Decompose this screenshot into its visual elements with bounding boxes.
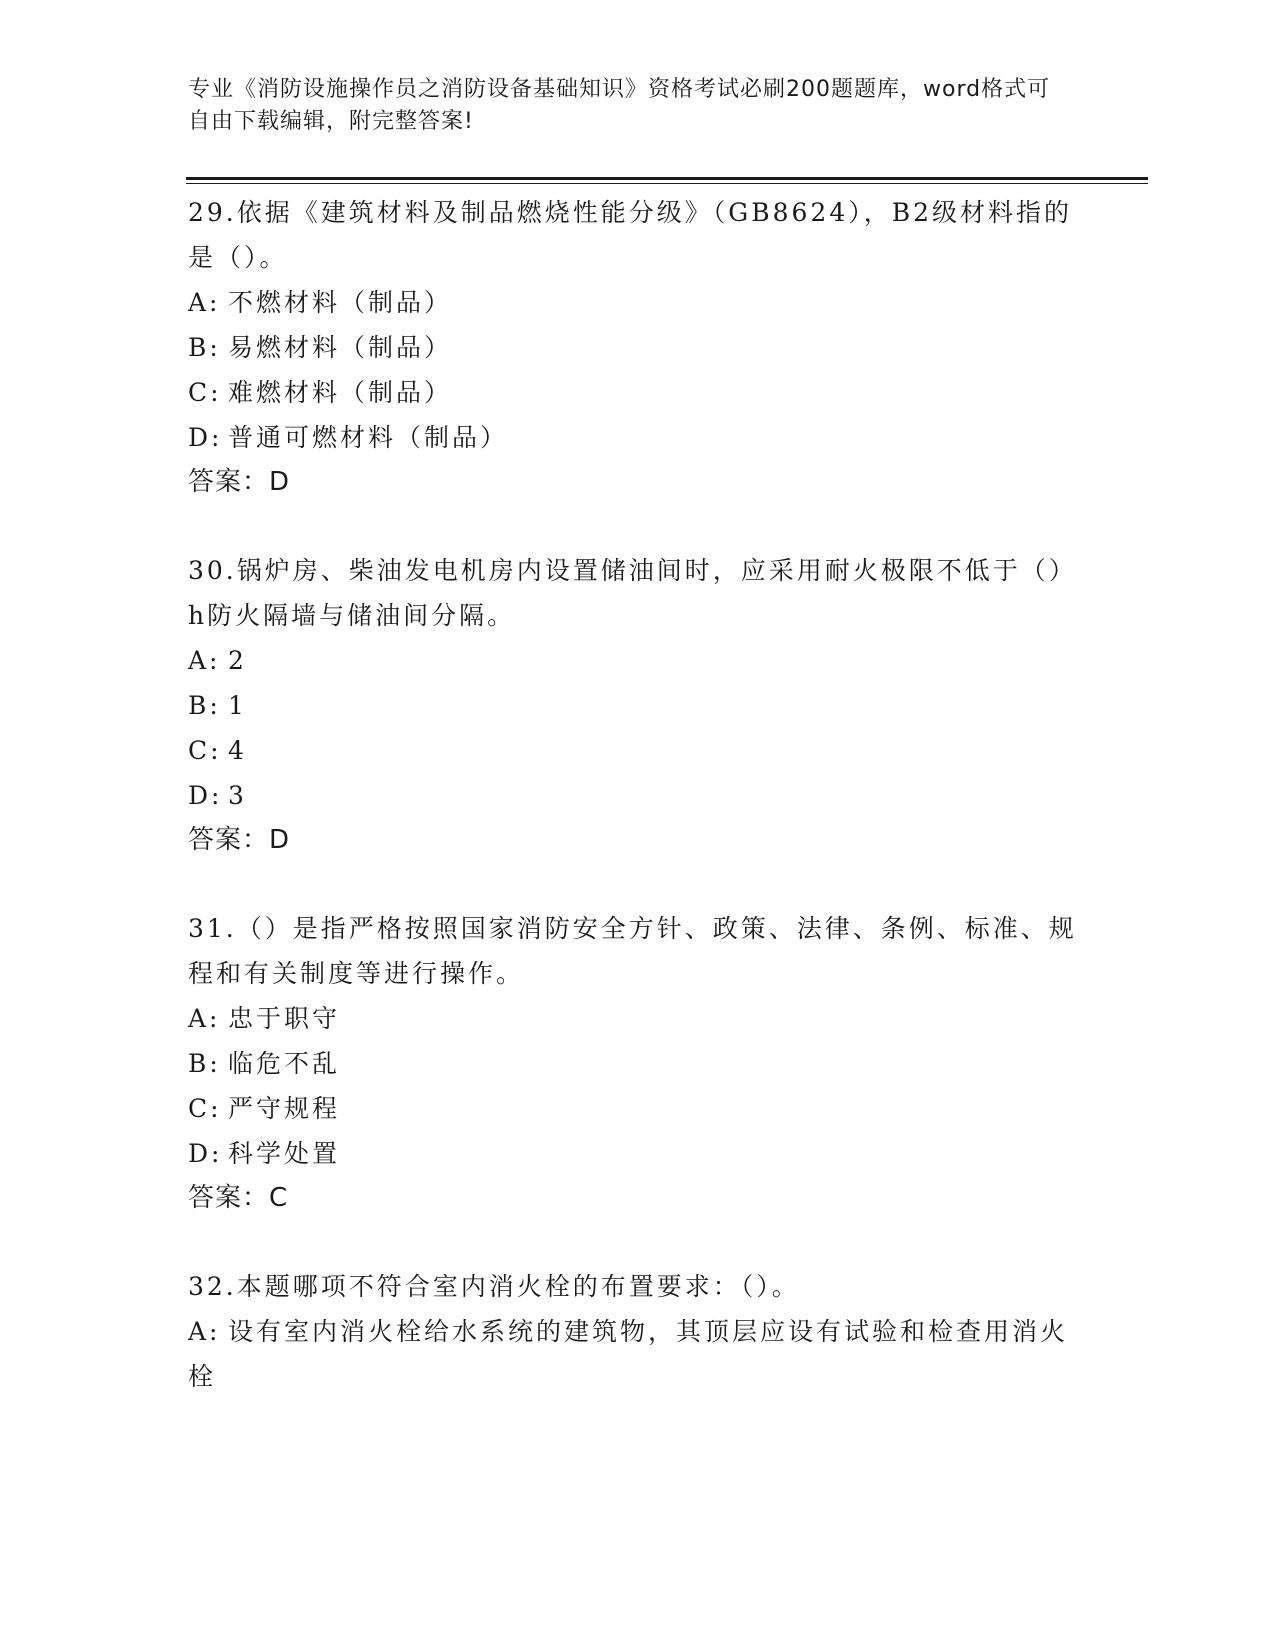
header-divider-thick: [186, 177, 1148, 180]
option-text: 不燃材料（制品）: [228, 288, 453, 317]
option-key: D:: [188, 1139, 223, 1168]
option-text: 易燃材料（制品）: [228, 333, 453, 362]
option-key: C:: [188, 1094, 222, 1123]
option-c: [188, 728, 1088, 773]
option-key: C:: [188, 378, 222, 407]
question-31: [188, 906, 1088, 1221]
header-divider-thin: [186, 183, 1148, 184]
option-text: 2: [228, 646, 247, 675]
question-30: [188, 548, 1088, 863]
option-c: [188, 1086, 1088, 1131]
option-key: D:: [188, 423, 223, 452]
option-d: [188, 415, 1088, 460]
option-text: 临危不乱: [228, 1049, 341, 1078]
option-text: 设有室内消火栓给水系统的建筑物，其顶层应设有试验和检查用消火栓: [188, 1317, 1069, 1391]
question-list: [188, 190, 1088, 1442]
option-text: 普通可燃材料（制品）: [228, 423, 509, 452]
option-a: [188, 280, 1088, 325]
option-a: [188, 1309, 1088, 1399]
option-text: 难燃材料（制品）: [228, 378, 453, 407]
option-a: [188, 638, 1088, 683]
question-32: [188, 1264, 1088, 1399]
option-key: A:: [188, 288, 221, 317]
option-d: [188, 1131, 1088, 1176]
option-text: 1: [228, 691, 247, 720]
question-stem: 31.（）是指严格按照国家消防安全方针、政策、法律、条例、标准、规程和有关制度等进行操作。: [188, 914, 1077, 988]
option-text: 4: [228, 736, 247, 765]
option-key: B:: [188, 333, 221, 362]
question-29: [188, 190, 1088, 505]
document-header: 专业《消防设施操作员之消防设备基础知识》资格考试必刷200题题库，word格式可自由下载编辑，附完整答案!: [188, 77, 1051, 134]
option-text: 忠于职守: [228, 1004, 341, 1033]
option-text: 严守规程: [228, 1094, 341, 1123]
option-c: [188, 370, 1088, 415]
option-a: [188, 996, 1088, 1041]
option-key: D:: [188, 781, 223, 810]
option-key: B:: [188, 691, 221, 720]
option-text: 科学处置: [228, 1139, 341, 1168]
option-key: C:: [188, 736, 222, 765]
option-key: B:: [188, 1049, 221, 1078]
option-b: [188, 1041, 1088, 1086]
option-b: [188, 325, 1088, 370]
option-d: [188, 773, 1088, 818]
answer-line: 答案：D: [188, 467, 291, 497]
question-stem: 29.依据《建筑材料及制品燃烧性能分级》（GB8624），B2级材料指的是（）。: [188, 198, 1073, 272]
option-b: [188, 683, 1088, 728]
option-key: A:: [188, 646, 221, 675]
option-key: A:: [188, 1317, 221, 1346]
answer-line: 答案：C: [188, 1183, 289, 1213]
option-key: A:: [188, 1004, 221, 1033]
answer-line: 答案：D: [188, 825, 291, 855]
option-text: 3: [228, 781, 247, 810]
question-stem: 30.锅炉房、柴油发电机房内设置储油间时，应采用耐火极限不低于（）h防火隔墙与储油间分隔。: [188, 556, 1077, 630]
question-stem: 32.本题哪项不符合室内消火栓的布置要求：（）。: [188, 1272, 800, 1301]
